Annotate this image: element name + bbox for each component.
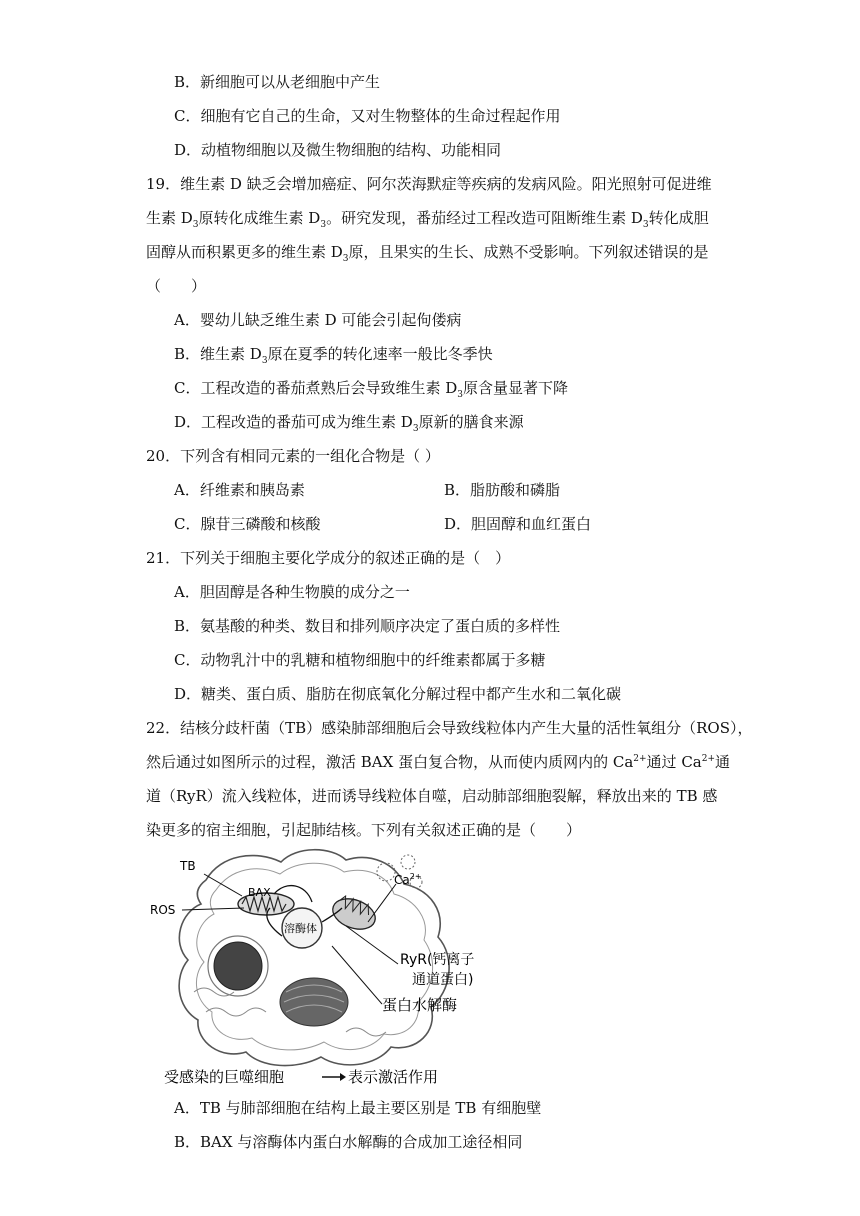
label-ca: $Ca^{2+}$ — [394, 872, 422, 887]
q20-option-c: C．腺苷三磷酸和核酸 — [174, 515, 321, 533]
q20-option-b: B．脂肪酸和磷脂 — [444, 481, 561, 499]
label-ryr-line1: RyR(钙离子 — [400, 952, 475, 968]
nucleus — [214, 942, 262, 990]
q22-stem-line4: 染更多的宿主细胞，引起肺结核。下列有关叙述正确的是（ ） — [146, 821, 582, 839]
q18-option-b: B．新细胞可以从老细胞中产生 — [174, 73, 381, 91]
q19-option-a: A．婴幼儿缺乏维生素 D 可能会引起佝偻病 — [174, 311, 462, 329]
q21-option-b: B．氨基酸的种类、数目和排列顺序决定了蛋白质的多样性 — [174, 617, 561, 635]
q19-option-d: D．工程改造的番茄可成为维生素 $D_3$原新的膳食来源 — [174, 413, 524, 434]
label-lysosome: 溶酶体 — [284, 922, 317, 935]
q20-option-a: A．纤维素和胰岛素 — [174, 481, 305, 499]
q18-option-d: D．动植物细胞以及微生物细胞的结构、功能相同 — [174, 141, 502, 159]
endoplasmic-reticulum — [329, 893, 380, 934]
figure-legend: 表示激活作用 — [348, 1068, 439, 1086]
macrophage-figure — [146, 842, 476, 1090]
q19-stem-line1: 19．维生素 D 缺乏会增加癌症、阿尔茨海默症等疾病的发病风险。阳光照射可促进维 — [146, 175, 712, 193]
q21-option-a: A．胆固醇是各种生物膜的成分之一 — [174, 583, 410, 601]
label-protease: 蛋白水解酶 — [382, 996, 458, 1014]
q19-option-c: C．工程改造的番茄煮熟后会导致维生素 $D_3$原含量显著下降 — [174, 379, 569, 400]
q19-option-b: B．维生素 $D_3$原在夏季的转化速率一般比冬季快 — [174, 345, 493, 366]
q18-option-c: C．细胞有它自己的生命，又对生物整体的生命过程起作用 — [174, 107, 561, 125]
q22-stem-line3: 道（RyR）流入线粒体，进而诱导线粒体自噬，启动肺部细胞裂解，释放出来的 TB 感 — [146, 787, 718, 805]
arrowhead-icon — [340, 1073, 346, 1081]
q21-option-c: C．动物乳汁中的乳糖和植物细胞中的纤维素都属于多糖 — [174, 651, 546, 669]
q22-option-a: A．TB 与肺部细胞在结构上最主要区别是 TB 有细胞壁 — [174, 1099, 542, 1117]
q21-option-d: D．糖类、蛋白质、脂肪在彻底氧化分解过程中都产生水和二氧化碳 — [174, 685, 622, 703]
q22-option-b: B．BAX 与溶酶体内蛋白水解酶的合成加工途径相同 — [174, 1133, 523, 1151]
q19-answer-blank: （ ） — [146, 277, 207, 295]
label-tb: TB — [180, 859, 196, 873]
label-ros: ROS — [150, 903, 176, 917]
q20-option-d: D．胆固醇和血红蛋白 — [444, 515, 592, 533]
q21-stem: 21．下列关于细胞主要化学成分的叙述正确的是（ ） — [146, 549, 511, 567]
q20-stem: 20．下列含有相同元素的一组化合物是（ ） — [146, 447, 440, 465]
figure-caption: 受感染的巨噬细胞 — [164, 1068, 285, 1086]
label-ryr-line2: 通道蛋白) — [412, 972, 474, 988]
q19-stem-line2: 生素 $D_3$原转化成维生素 $D_3$。研究发现，番茄经过工程改造可阻断维生素 $D_3$转化成胆 — [146, 209, 709, 230]
q22-stem-line2: 然后通过如图所示的过程，激活 BAX 蛋白复合物，从而使内质网内的 $Ca^{2+}$通过 $Ca^{2+}$通 — [146, 753, 731, 771]
q22-stem-line1: 22．结核分歧杆菌（TB）感染肺部细胞后会导致线粒体内产生大量的活性氧组分（ROS）， — [146, 719, 753, 737]
q19-stem-line3: 固醇从而积累更多的维生素 $D_3$原，且果实的生长、成熟不受影响。下列叙述错误的是 — [146, 243, 709, 264]
label-bax: BAX — [248, 886, 271, 899]
